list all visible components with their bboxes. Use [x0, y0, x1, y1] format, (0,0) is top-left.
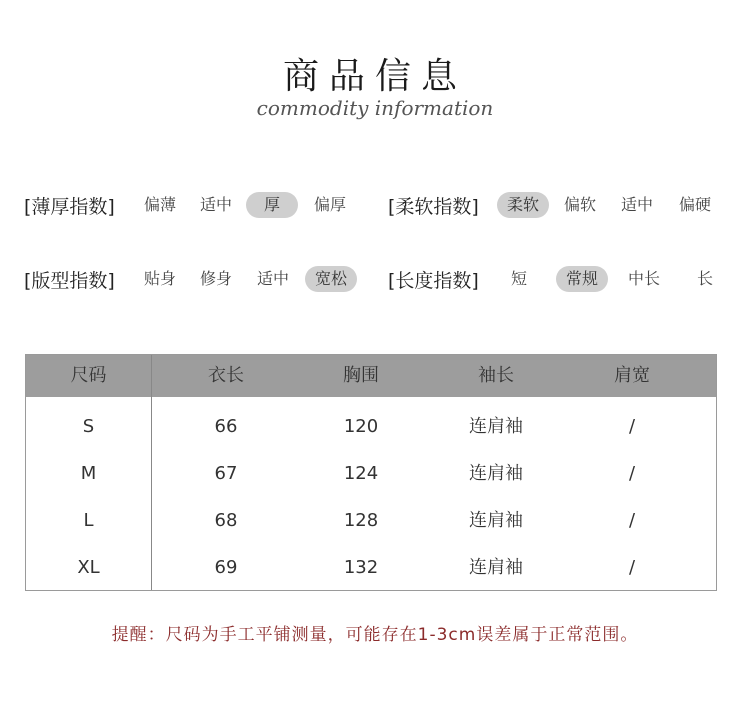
- table-cell: 132: [343, 557, 379, 578]
- option: 修身: [199, 269, 232, 288]
- table-cell: 128: [343, 510, 379, 531]
- table-cell: M: [80, 463, 97, 484]
- index-label: [薄厚指数]: [24, 195, 115, 218]
- option: 偏厚: [313, 195, 346, 214]
- option: 长: [696, 269, 713, 288]
- table-cell: 连肩袖: [469, 510, 523, 531]
- option-selected: 常规: [556, 266, 608, 292]
- option: 中长: [627, 269, 660, 288]
- column-header: 胸围: [343, 365, 379, 386]
- option: 短: [510, 269, 527, 288]
- index-label: [柔软指数]: [388, 195, 479, 218]
- table-cell: 66: [214, 416, 238, 437]
- table-header: [26, 355, 716, 397]
- column-header: 肩宽: [614, 365, 650, 386]
- table-cell: 69: [214, 557, 238, 578]
- index-label: [长度指数]: [388, 269, 479, 292]
- index-label: [版型指数]: [24, 269, 115, 292]
- size-table: [25, 354, 717, 591]
- page-title: 商品信息: [282, 56, 467, 97]
- option-selected: 柔软: [497, 192, 549, 218]
- option: 适中: [199, 195, 232, 214]
- table-cell: 连肩袖: [469, 557, 523, 578]
- table-cell: L: [83, 510, 94, 531]
- table-cell: /: [628, 557, 636, 578]
- column-header: 衣长: [208, 365, 244, 386]
- column-divider: [151, 355, 152, 590]
- table-cell: 124: [343, 463, 379, 484]
- option: 贴身: [143, 269, 176, 288]
- measurement-note: 提醒：尺码为手工平铺测量，可能存在1-3cm误差属于正常范围。: [111, 625, 639, 645]
- column-header: 袖长: [478, 365, 514, 386]
- table-cell: 67: [214, 463, 238, 484]
- option: 偏硬: [678, 195, 711, 214]
- option: 偏软: [563, 195, 596, 214]
- table-cell: /: [628, 463, 636, 484]
- table-cell: 68: [214, 510, 238, 531]
- option: 适中: [620, 195, 653, 214]
- table-cell: 连肩袖: [469, 416, 523, 437]
- table-cell: XL: [77, 557, 100, 578]
- option: 适中: [256, 269, 289, 288]
- table-cell: 120: [343, 416, 379, 437]
- option-selected: 宽松: [305, 266, 357, 292]
- option-selected: 厚: [246, 192, 298, 218]
- table-cell: /: [628, 510, 636, 531]
- page-subtitle: commodity information: [256, 96, 494, 120]
- table-cell: 连肩袖: [469, 463, 523, 484]
- option: 偏薄: [143, 195, 176, 214]
- table-cell: S: [82, 416, 95, 437]
- table-cell: /: [628, 416, 636, 437]
- column-header: 尺码: [70, 365, 107, 386]
